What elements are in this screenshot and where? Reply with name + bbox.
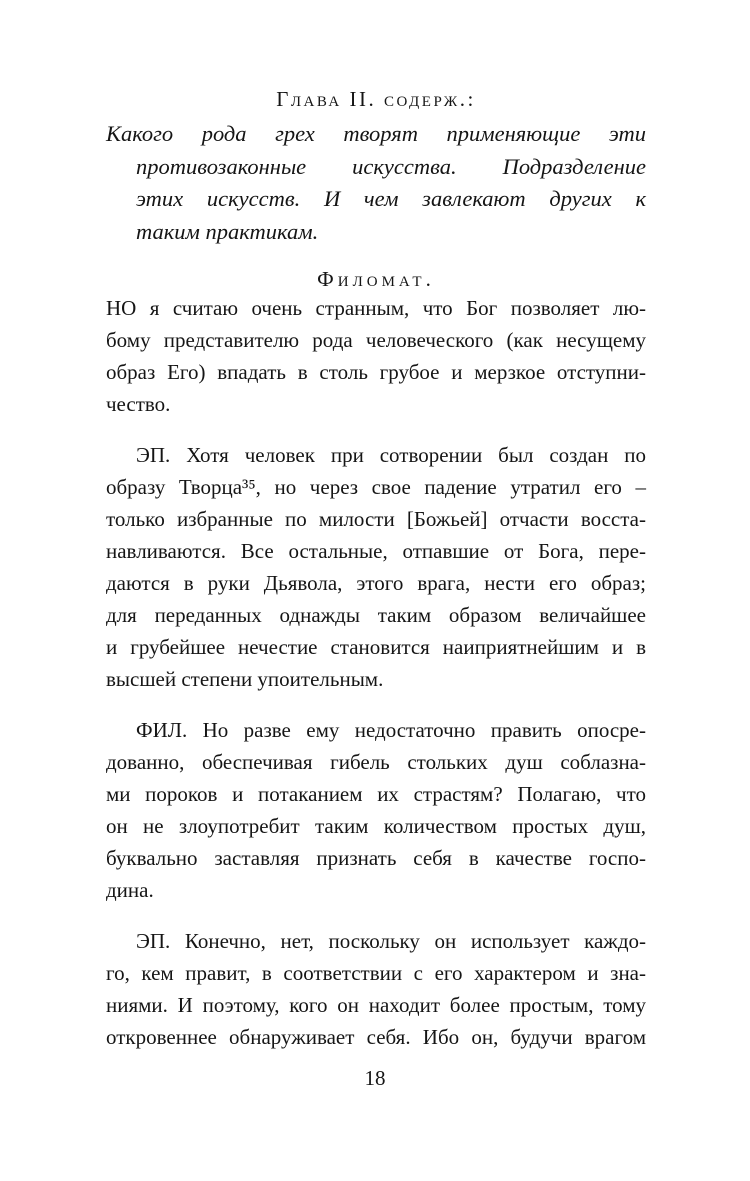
text-line: ниями. И поэтому, кого он находит более простым, тому [106,993,646,1017]
text-line: бому представителю рода человеческого (как несущему [106,328,646,352]
text-line: высшей степени упоительным. [106,667,384,691]
text-line: чество. [106,392,171,416]
paragraph-epistemon-1 [106,439,646,695]
paragraph-epistemon-2 [106,925,646,1053]
text-line: даются в руки Дьявола, этого врага, нести его образ; [106,571,646,595]
text-line: НО я считаю очень странным, что Бог позволяет лю- [106,296,646,320]
dialogue-paragraphs [106,292,646,1053]
text-line: образ Его) впадать в столь грубое и мерзкое отступни- [106,360,646,384]
chapter-summary [106,118,646,248]
paragraph-philomath-opening [106,292,646,420]
page-number: 18 [364,1066,386,1090]
text-line: буквально заставляя признать себя в качестве госпо- [106,846,646,870]
text-line: откровеннее обнаруживает себя. Ибо он, будучи врагом [106,1025,646,1049]
text-line: только избранные по милости [Божьей] отчасти восста- [106,507,646,531]
summary-line: таким практикам. [136,218,319,244]
text-line: ЭП. Конечно, нет, поскольку он использует каждо- [136,929,646,953]
text-line: го, кем правит, в соответствии с его характером и зна- [106,961,646,985]
text-line: ЭП. Хотя человек при сотворении был создан по [136,443,646,467]
text-line: навливаются. Все остальные, отпавшие от Бога, пере- [106,539,646,563]
summary-line: этих искусств. И чем завлекают других к [136,186,646,211]
speaker-heading: Филомат. [317,267,435,291]
text-line: для переданных однажды таким образом величайшее [106,603,646,627]
paragraph-philomath-2 [106,714,646,906]
text-line: образу Творца³⁵, но через свое падение утратил его – [106,475,646,499]
text-line: ми пороков и потаканием их страстям? Полагаю, что [106,782,646,806]
text-line: он не злоупотребит таким количеством простых душ, [106,814,646,838]
text-line: и грубейшее нечестие становится наиприятнейшим и в [106,635,646,659]
text-column [106,86,646,1053]
text-line: ФИЛ. Но разве ему недостаточно править опосре- [136,718,646,742]
text-line: дина. [106,878,154,902]
text-line: дованно, обеспечивая гибель стольких душ соблазна- [106,750,646,774]
summary-line: противозаконные искусства. Подразделение [136,153,646,179]
chapter-heading: Глава II. содерж.: [276,87,476,111]
summary-line: Какого рода грех творят применяющие эти [106,121,646,146]
